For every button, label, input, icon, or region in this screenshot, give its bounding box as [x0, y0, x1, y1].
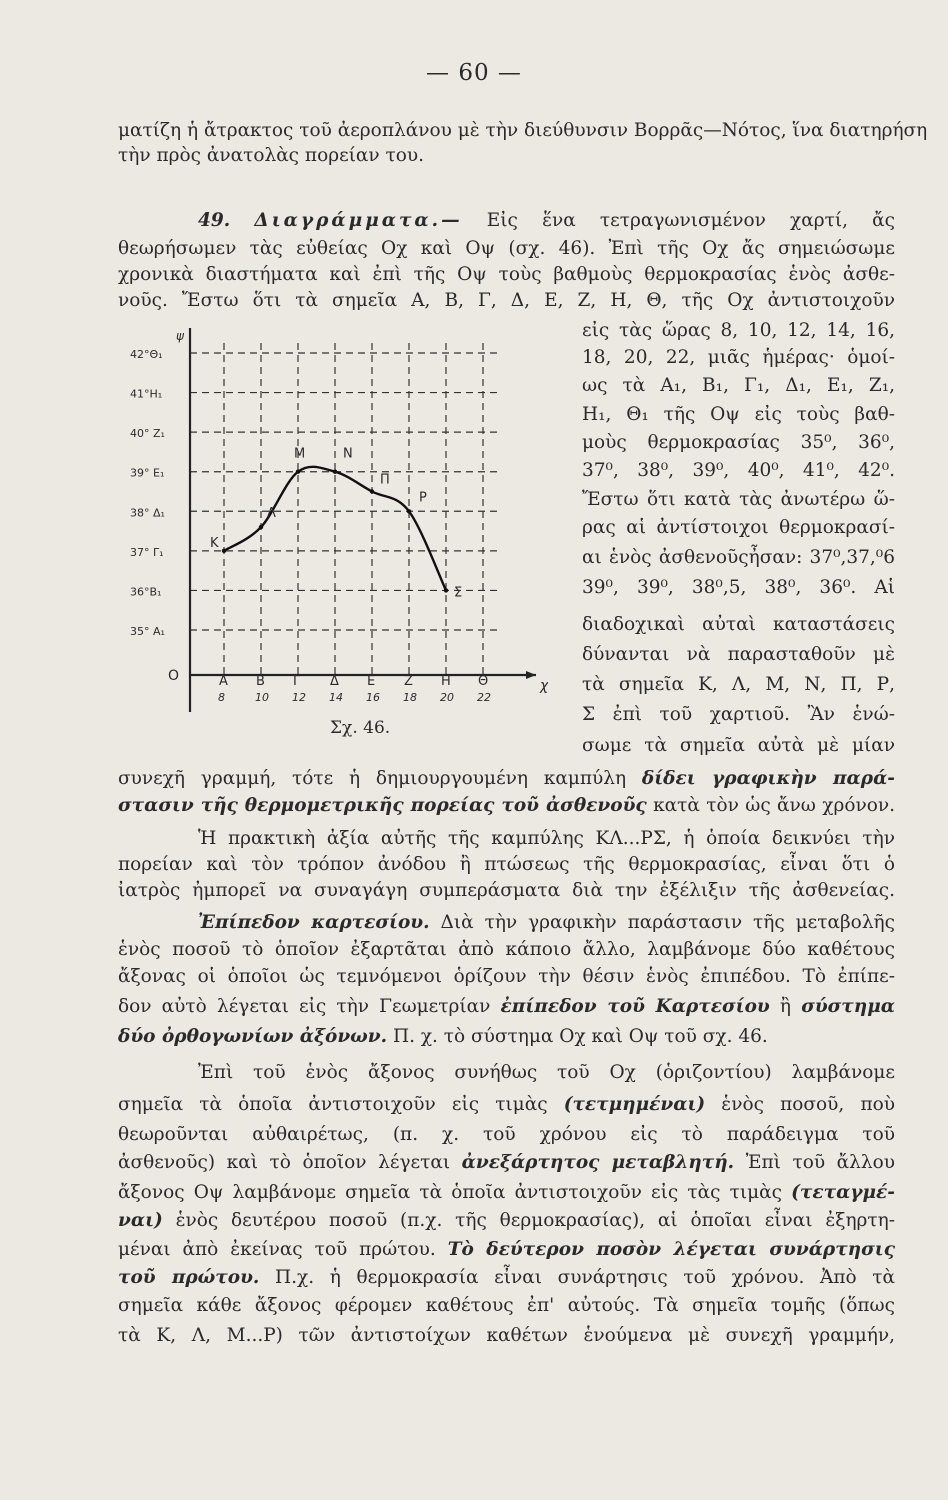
point-label: Ρ [419, 490, 427, 506]
data-point [333, 470, 337, 474]
text-line [118, 1024, 895, 1049]
section-first-line: Εἰς ἕνα τετραγωνισμένον χαρτί, ἄς [486, 210, 895, 231]
text-segment: Π. χ. τὸ σύστημα Οχ καὶ Οψ τοῦ σχ. 46. [392, 1026, 768, 1047]
x-tick-letter: Ζ [404, 674, 413, 689]
side-text-line: σωμε τὰ σημεῖα αὐτὰ μὲ μίαν [582, 735, 895, 756]
y-tick-label: 37° Γ₁ [130, 545, 164, 559]
x-tick-hour: 10 [255, 691, 269, 704]
side-text-line: Σ ἐπὶ τοῦ χαρτιοῦ. Ἂν ἑνώ- [582, 704, 895, 725]
text-line: νοῦς. Ἔστω ὅτι τὰ σημεῖα Α, Β, Γ, Δ, Ε, Ζ, Η, Θ, τῆς Οχ ἀντιστοιχοῦν [118, 290, 895, 311]
y-tick-label: 42°Θ₁ [130, 348, 163, 361]
emphasis-text: στασιν τῆς θερμομετρικῆς πορείας τοῦ ἀσθενοῦς [118, 795, 647, 816]
emphasis-text: δύο ὀρθογωνίων ἀξόνων. [118, 1026, 388, 1047]
emphasis-text: σύστημα [801, 996, 895, 1017]
x-axis-arrow [526, 671, 536, 679]
emphasis-text: ἐπίπεδον τοῦ Καρτεσίου [500, 996, 770, 1017]
text-line: πορείαν καὶ τὸν τρόπον ἀνόδου ἢ πτώσεως τῆς θερμοκρασίας, εἶναι ὅτι ὁ [118, 854, 895, 875]
y-tick-label: 36°Β₁ [130, 585, 162, 599]
text-segment: σημεῖα τὰ ὁποῖα ἀντιστοιχοῦν εἰς τιμὰς [118, 1094, 548, 1115]
data-point [296, 470, 300, 474]
text-segment: συνεχῆ γραμμή, τότε ἡ δημιουργουμένη καμπύλη [118, 768, 627, 789]
text-line [118, 1237, 895, 1262]
text-segment: ἑνὸς δευτέρου ποσοῦ (π.χ. τῆς θερμοκρασίας), αἱ ὁποῖαι εἶναι ἐξηρτη- [175, 1210, 895, 1231]
section-number: 49. [198, 210, 231, 231]
side-text-line: 39⁰, 39⁰, 38⁰,5, 38⁰, 36⁰. Αἱ [582, 577, 895, 598]
origin-label: Ο [168, 668, 180, 684]
x-tick-letter: Θ [478, 674, 489, 689]
text-line [118, 1092, 895, 1117]
y-tick-label: 39° Ε₁ [130, 466, 165, 480]
x-tick-letter: Β [256, 674, 265, 689]
emphasis-text: ἀνεξάρτητος μεταβλητή. [461, 1152, 735, 1173]
x-tick-hour: 14 [329, 691, 343, 704]
text-line [118, 1208, 895, 1233]
text-segment: Ἐπὶ τοῦ ἄλλου [745, 1152, 896, 1173]
x-tick-hour: 8 [218, 691, 225, 704]
point-label: Λ [267, 506, 276, 522]
emphasis-text: δίδει γραφικὴν παρά- [641, 768, 895, 789]
text-line: τὴν πρὸς ἀνατολὰς πορείαν του. [118, 145, 425, 166]
x-tick-letter: Δ [330, 674, 339, 689]
text-line [118, 1180, 895, 1205]
side-text-line: διαδοχικαὶ αὐταὶ καταστάσεις [582, 614, 895, 635]
x-tick-hour: 16 [366, 691, 380, 704]
x-tick-letter: Γ [293, 674, 301, 689]
point-label: Σ [454, 585, 463, 601]
emphasis-text: τοῦ πρώτου. [118, 1267, 260, 1288]
text-line: θεωροῦνται αὐθαιρέτως, (π. χ. τοῦ χρόνου εἰς τὸ παράδειγμα τοῦ [118, 1124, 895, 1145]
x-tick-hour: 12 [292, 691, 306, 704]
y-tick-label: 40° Ζ₁ [130, 427, 165, 441]
y-tick-label: 38° Δ₁ [130, 506, 165, 520]
point-label: Μ [294, 446, 306, 462]
text-line [118, 994, 895, 1019]
figure-caption: Σχ. 46. [330, 718, 391, 738]
emphasis-text: (τεταγμέ- [791, 1182, 895, 1203]
point-label: Ν [343, 446, 353, 462]
point-label: Π [380, 472, 390, 488]
x-tick-letter: Ε [367, 674, 376, 689]
side-text-line: ρας αἱ ἀντίστοιχοι θερμοκρασί- [582, 517, 895, 538]
text-line: θεωρήσωμεν τὰς εὐθείας Οχ καὶ Οψ (σχ. 46). Ἐπὶ τῆς Οχ ἄς σημειώσωμε [118, 238, 895, 259]
text-line [118, 793, 895, 818]
y-tick-label: 41°Η₁ [130, 387, 163, 401]
text-segment: μέναι ἀπὸ ἐκείνας τοῦ πρώτου. [118, 1239, 436, 1260]
text-segment: ἀσθενοῦς) καὶ τὸ ὁποῖον λέγεται [118, 1152, 451, 1173]
text-line: ἄξονας οἱ ὁποῖοι ὡς τεμνόμενοι ὁρίζουν τὴν θέσιν ἑνὸς ἐπιπέδου. Τὸ ἐπίπε- [118, 966, 895, 987]
temperature-chart [128, 320, 548, 720]
section-heading-line [118, 208, 895, 233]
point-label: Κ [210, 535, 219, 551]
text-segment: κατὰ τὸν ὡς ἄνω χρόνον. [653, 795, 895, 816]
y-tick-label: 35° Α₁ [130, 625, 165, 638]
text-line: σημεῖα κάθε ἄξονος φέρομεν καθέτους ἐπ' αὐτούς. Τὰ σημεῖα τομῆς (ὅπως [118, 1295, 895, 1316]
x-tick-hour: 18 [403, 691, 417, 704]
y-axis-label: ψ [176, 329, 184, 343]
x-tick-letter: Η [441, 674, 451, 689]
x-tick-hour: 22 [477, 691, 491, 704]
x-axis-label: χ [540, 678, 548, 694]
text-segment: Διὰ τὴν γραφικὴν παράστασιν τῆς μεταβολῆς [440, 912, 895, 933]
text-line: Ἐπὶ τοῦ ἑνὸς ἄξονος συνήθως τοῦ Οχ (ὁριζοντίου) λαμβάνομε [198, 1062, 895, 1083]
data-point [407, 509, 411, 513]
side-text-line: ως τὰ Α₁, Β₁, Γ₁, Δ₁, Ε₁, Ζ₁, [582, 375, 895, 396]
side-text-line: μοὺς θερμοκρασίας 35⁰, 36⁰, [582, 432, 895, 453]
text-segment: δον αὐτὸ λέγεται εἰς τὴν Γεωμετρίαν [118, 996, 491, 1017]
x-tick-hour: 20 [440, 691, 454, 704]
data-point [444, 588, 448, 592]
subheading: Ἐπίπεδον καρτεσίου. [198, 912, 430, 933]
emphasis-text: (τετμημέναι) [563, 1094, 706, 1115]
side-text-line: Ἔστω ὅτι κατὰ τὰς ἀνωτέρω ὥ- [582, 489, 895, 510]
section-title: Διαγράμματα.— [254, 210, 463, 231]
text-line [118, 1265, 895, 1290]
data-point [222, 549, 226, 553]
side-text-line: Η₁, Θ₁ τῆς Οψ εἰς τοὺς βαθ- [582, 404, 895, 425]
text-line: ἑνὸς ποσοῦ τὸ ὁποῖον ἐξαρτᾶται ἀπὸ κάποιο ἄλλο, λαμβάνομε δύο καθέτους [118, 939, 895, 960]
text-segment: ἢ [779, 996, 792, 1017]
text-line [118, 766, 895, 791]
text-line: Ἡ πρακτικὴ ἀξία αὐτῆς τῆς καμπύλης ΚΛ...ΡΣ, ἡ ὁποία δεικνύει τὴν [198, 828, 895, 849]
side-text-line: 37⁰, 38⁰, 39⁰, 40⁰, 41⁰, 42⁰. [582, 460, 895, 481]
emphasis-text: ναι) [118, 1210, 163, 1231]
text-line: ἰατρὸς ἠμπορεῖ να συναγάγη συμπεράσματα διὰ την ἐξέλιξιν τῆς ἀσθενείας. [118, 880, 895, 901]
side-text-line: τὰ σημεῖα Κ, Λ, Μ, Ν, Π, Ρ, [582, 674, 895, 695]
text-line [118, 910, 895, 935]
page-number: — 60 — [426, 60, 522, 86]
side-text-line: αι ἑνὸς ἀσθενοῦςἦσαν: 37⁰,37,⁰6 [582, 547, 895, 568]
x-tick-letter: Α [219, 674, 228, 689]
side-text-line: εἰς τὰς ὥρας 8, 10, 12, 14, 16, [582, 320, 895, 341]
data-point [259, 525, 263, 529]
side-text-line: δύνανται νὰ παρασταθοῦν μὲ [582, 644, 895, 665]
text-line: χρονικὰ διαστήματα καὶ ἐπὶ τῆς Οψ τοὺς βαθμοὺς θερμοκρασίας ἑνὸς ἀσθε- [118, 264, 895, 285]
text-segment: ἑνὸς ποσοῦ, ποὺ [721, 1094, 895, 1115]
text-line: τὰ Κ, Λ, Μ...Ρ) τῶν ἀντιστοίχων καθέτων ἑνούμενα μὲ συνεχῆ γραμμήν, [118, 1325, 895, 1346]
text-segment: ἄξονος Οψ λαμβάνομε σημεῖα τὰ ὁποῖα ἀντιστοιχοῦν εἰς τὰς τιμὰς [118, 1182, 783, 1203]
side-text-line: 18, 20, 22, μιᾶς ἡμέρας· ὁμοί- [582, 347, 895, 368]
text-line [118, 1150, 895, 1175]
text-line: ματίζη ἡ ἄτρακτος τοῦ ἀεροπλάνου μὲ τὴν διεύθυνσιν Βορρᾶς—Νότος, ἵνα διατηρήση [118, 120, 928, 141]
emphasis-text: Τὸ δεύτερον ποσὸν λέγεται συνάρτησις [447, 1239, 895, 1260]
data-point [370, 489, 374, 493]
text-segment: Π.χ. ἡ θερμοκρασία εἶναι συνάρτησις τοῦ χρόνου. Ἀπὸ τὰ [275, 1267, 895, 1288]
